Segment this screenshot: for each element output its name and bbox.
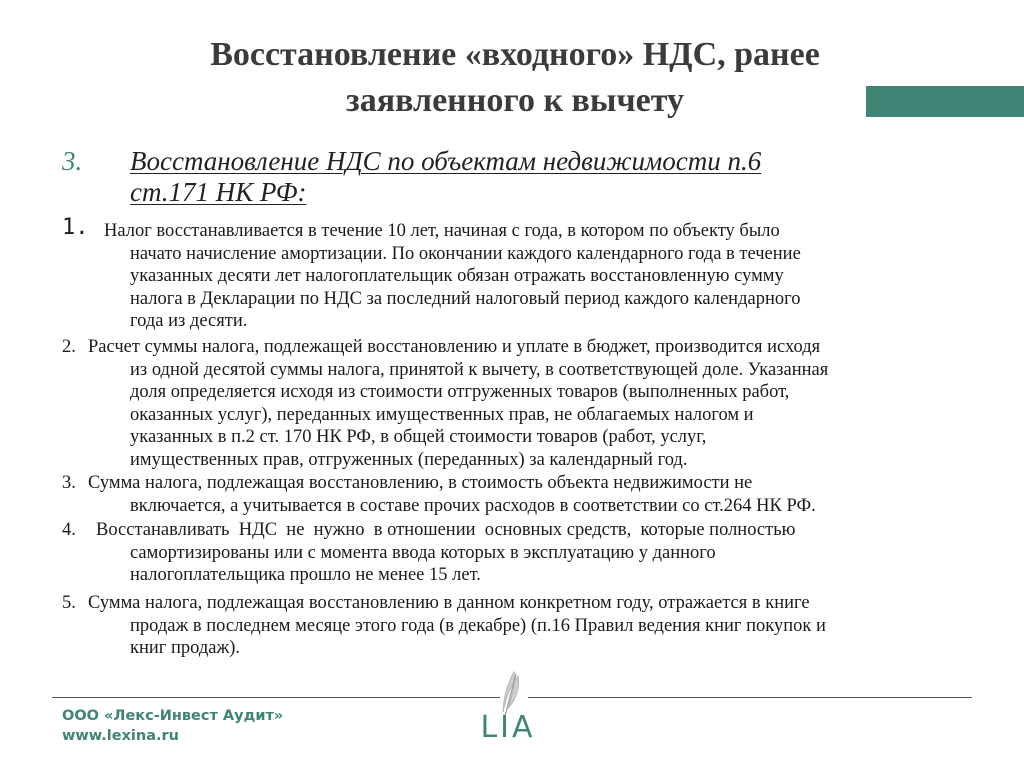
footer-divider-right: [528, 697, 972, 698]
list-item-line: указанных в п.2 ст. 170 НК РФ, в общей стоимости товаров (работ, услуг,: [130, 427, 707, 447]
list-item-number: 4.: [62, 520, 76, 540]
company-website[interactable]: www.lexina.ru: [62, 728, 179, 744]
company-logo: [468, 668, 548, 748]
list-item-line: указанных десяти лет налогоплательщик обязан отражать восстановленную сумму: [130, 266, 784, 286]
list-item-line: Налог восстанавливается в течение 10 лет, начиная с года, в котором по объекту было: [104, 221, 780, 241]
section-heading-line-1: Восстановление НДС по объектам недвижимости п.6: [130, 146, 762, 176]
list-item-line: Расчет суммы налога, подлежащей восстановлению и уплате в бюджет, производится исходя: [88, 337, 821, 357]
list-item-line: книг продаж).: [130, 638, 241, 658]
list-item-line: оказанных услуг), переданных имущественных прав, не облагаемых налогом и: [130, 404, 754, 425]
slide-title: [100, 32, 930, 124]
logo-text: LIA: [480, 710, 536, 745]
list-item-3: [62, 472, 1002, 517]
list-item-line: начато начисление амортизации. По окончании каждого календарного года в течение: [130, 243, 801, 264]
list-item-line: Сумма налога, подлежащая восстановлению в данном конкретном году, отражается в книге: [88, 593, 810, 613]
list-item-number: 2.: [62, 337, 76, 357]
footer-divider-left: [52, 697, 500, 698]
list-item-line: из одной десятой суммы налога, принятой к вычету, в соответствующей доле. Указанная: [130, 359, 829, 380]
title-line-2: заявленного к вычету: [346, 82, 684, 119]
section-heading-number: 3.: [62, 146, 83, 176]
list-item-number: 5.: [62, 593, 76, 613]
list-item-line: продаж в последнем месяце этого года (в декабре) (п.16 Правил ведения книг покупок и: [130, 615, 826, 636]
list-item-line: самортизированы или с момента ввода которых в эксплуатацию у данного: [130, 542, 716, 563]
list-item-number: 3.: [62, 473, 76, 493]
list-item-line: Восстанавливать НДС не нужно в отношении основных средств, которые полностью: [96, 520, 796, 540]
list-item-line: налога в Декларации по НДС за последний налоговый период каждого календарного: [130, 288, 801, 309]
list-item-number: 1.: [62, 215, 89, 240]
company-name: ООО «Лекс-Инвест Аудит»: [62, 708, 284, 724]
list-item-line: включается, а учитывается в составе прочих расходов в соответствии со ст.264 НК РФ.: [130, 495, 816, 516]
list-item-line: года из десяти.: [130, 311, 248, 331]
list-item-1: [62, 215, 1002, 333]
section-heading-line-2: ст.171 НК РФ:: [130, 177, 307, 207]
list-item-5: [62, 592, 1002, 660]
footer-company: [62, 706, 283, 746]
list-item-2: [62, 336, 1002, 471]
list-item-line: налогоплательщика прошло не менее 15 лет.: [130, 565, 481, 585]
title-line-1: Восстановление «входного» НДС, ранее: [210, 36, 820, 73]
section-heading-text: [130, 146, 960, 208]
list-item-line: доля определяется исходя из стоимости отгруженных товаров (выполненных работ,: [130, 382, 790, 402]
accent-bar: [866, 86, 1024, 117]
list-item-line: имущественных прав, отгруженных (переданных) за календарный год.: [130, 449, 688, 470]
list-item-4: [62, 519, 1002, 587]
list-item-line: Сумма налога, подлежащая восстановлению, в стоимость объекта недвижимости не: [88, 473, 753, 493]
